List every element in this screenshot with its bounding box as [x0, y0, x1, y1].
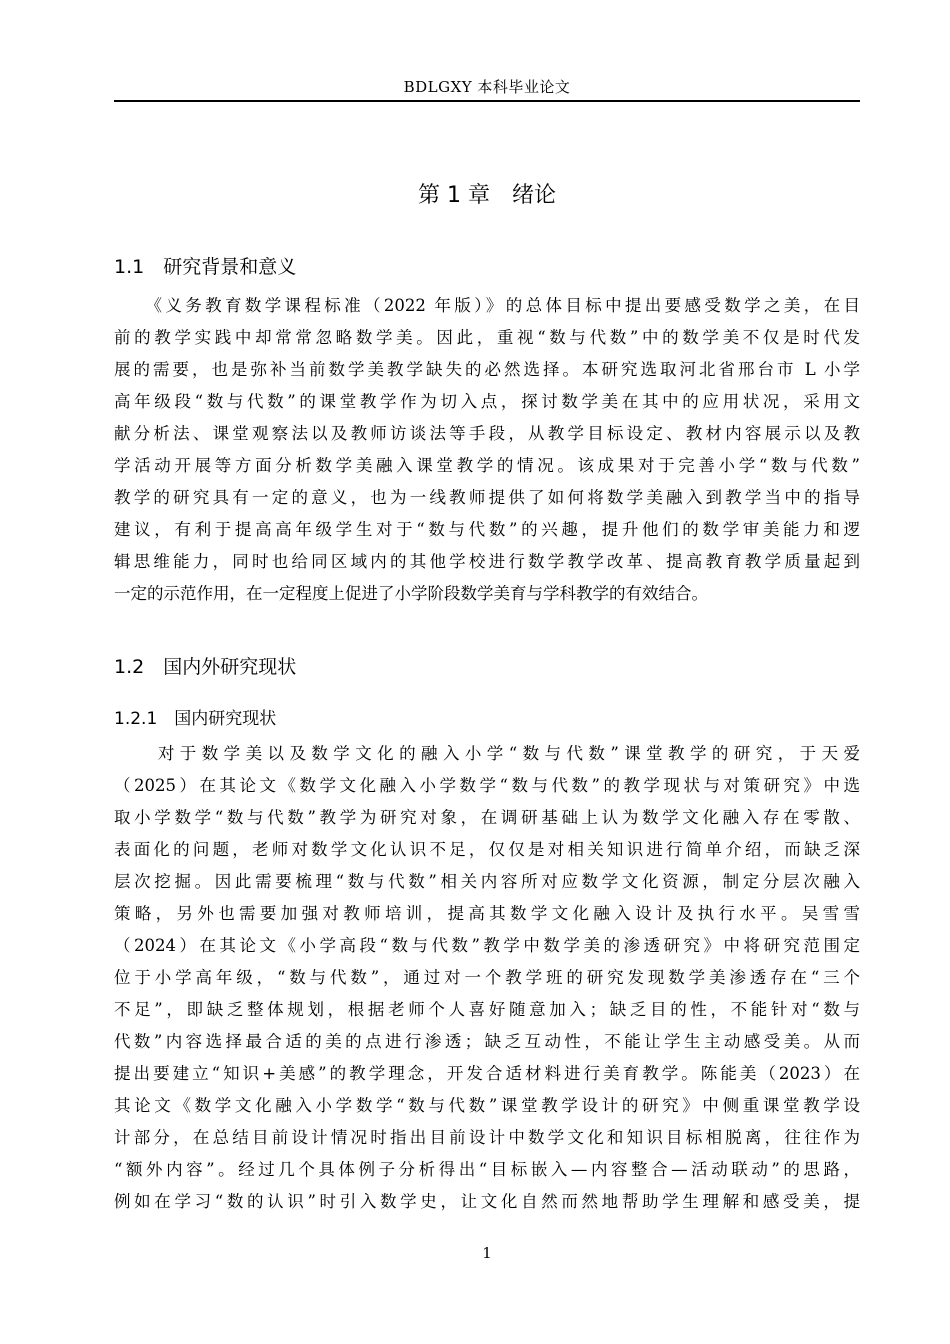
text-line: 一定的示范作用，在一定程度上促进了小学阶段数学美育与学科教学的有效结合。 — [114, 584, 708, 603]
text-line: 层次挖掘。因此需要梳理“数与代数”相关内容所对应数学文化资源，制定分层次融入 — [114, 872, 860, 891]
section-heading-1-2: 1.2 国内外研究现状 — [114, 656, 297, 678]
running-header: BDLGXY 本科毕业论文 — [403, 78, 571, 96]
text-line: 其论文《数学文化融入小学数学“数与代数”课堂教学设计的研究》中侧重课堂教学设 — [114, 1096, 860, 1115]
text-line: （2025）在其论文《数学文化融入小学数学“数与代数”的教学现状与对策研究》中选 — [114, 776, 860, 795]
text-line: 教学的研究具有一定的意义，也为一线教师提供了如何将数学美融入到教学当中的指导 — [114, 488, 860, 507]
page-number: 1 — [482, 1244, 492, 1262]
text-line: 提出要建立“知识+美感”的教学理念，开发合适材料进行美育教学。陈能美（2023）在 — [114, 1064, 860, 1083]
text-line: 代数”内容选择最合适的美的点进行渗透；缺乏互动性，不能让学生主动感受美。从而 — [114, 1032, 860, 1051]
text-line: 前的教学实践中却常常忽略数学美。因此，重视“数与代数”中的数学美不仅是时代发 — [114, 328, 860, 347]
text-line: 辑思维能力，同时也给同区域内的其他学校进行数学教学改革、提高教育教学质量起到 — [114, 552, 860, 571]
text-line: 展的需要，也是弥补当前数学美教学缺失的必然选择。本研究选取河北省邢台市 L 小学 — [114, 360, 860, 379]
text-line: 对于数学美以及数学文化的融入小学“数与代数”课堂教学的研究，于天爱 — [114, 744, 860, 763]
text-line: 不足”，即缺乏整体规划，根据老师个人喜好随意加入；缺乏目的性，不能针对“数与 — [114, 1000, 860, 1019]
chapter-title: 第 1 章 绪论 — [418, 183, 556, 208]
text-line: 策略，另外也需要加强对教师培训，提高其数学文化融入设计及执行水平。吴雪雪 — [114, 904, 860, 923]
subsection-heading-1-2-1: 1.2.1 国内研究现状 — [114, 709, 277, 729]
text-line: 位于小学高年级，“数与代数”，通过对一个教学班的研究发现数学美渗透存在“三个 — [114, 968, 860, 987]
text-line: 《义务教育数学课程标准（2022 年版）》的总体目标中提出要感受数学之美，在目 — [114, 296, 860, 315]
paragraph-background — [114, 290, 860, 610]
text-line: 学活动开展等方面分析数学美融入课堂教学的情况。该成果对于完善小学“数与代数” — [114, 456, 860, 475]
text-line: 表面化的问题，老师对数学文化认识不足，仅仅是对相关知识进行简单介绍，而缺乏深 — [114, 840, 860, 859]
text-line: 建议，有利于提高高年级学生对于“数与代数”的兴趣，提升他们的数学审美能力和逻 — [114, 520, 860, 539]
section-heading-1-1: 1.1 研究背景和意义 — [114, 256, 297, 278]
paragraph-domestic-research — [114, 738, 860, 1218]
text-line: “额外内容”。经过几个具体例子分析得出“目标嵌入—内容整合—活动联动”的思路， — [114, 1160, 860, 1179]
text-line: 例如在学习“数的认识”时引入数学史，让文化自然而然地帮助学生理解和感受美，提 — [114, 1192, 860, 1211]
header-rule — [114, 100, 860, 102]
text-line: （2024）在其论文《小学高段“数与代数”教学中数学美的渗透研究》中将研究范围定 — [114, 936, 860, 955]
text-line: 献分析法、课堂观察法以及教师访谈法等手段，从教学目标设定、教材内容展示以及教 — [114, 424, 860, 443]
text-line: 高年级段“数与代数”的课堂教学作为切入点，探讨数学美在其中的应用状况，采用文 — [114, 392, 860, 411]
text-line: 取小学数学“数与代数”教学为研究对象，在调研基础上认为数学文化融入存在零散、 — [114, 808, 860, 827]
text-line: 计部分，在总结目前设计情况时指出目前设计中数学文化和知识目标相脱离，往往作为 — [114, 1128, 860, 1147]
